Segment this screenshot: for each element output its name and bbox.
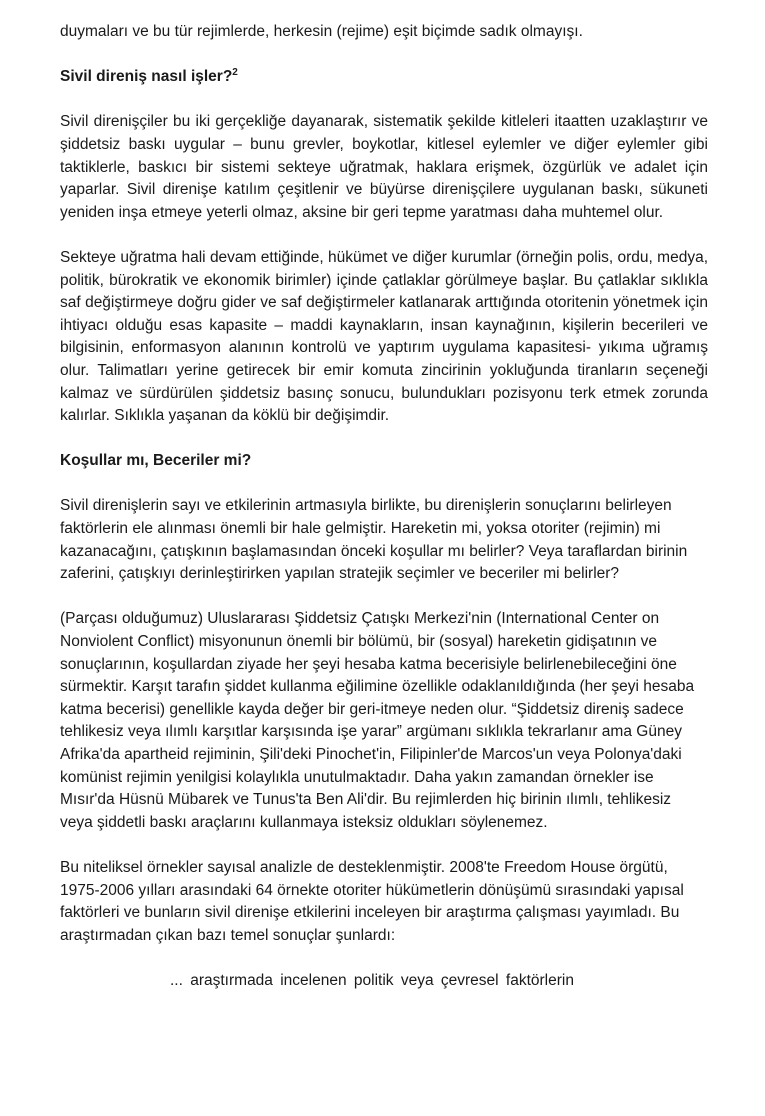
heading-text: Sivil direniş nasıl işler? xyxy=(60,68,233,86)
spacer xyxy=(60,834,708,857)
paragraph: (Parçası olduğumuz) Uluslararası Şiddetsiz Çatışkı Merkezi'nin (International Center on Nonviolent Conflict) misyonunun önemli bir bölümü, bir (sosyal) hareketin gidişatının ve sonuçlarının, koşullardan ziyade her şeyi hesaba katma becerisiyle belirlenebileceğini öne sürmektir. Karşıt tarafın şiddet kullanma eğilimine özellikle odaklanıldığında (her şeyi hesaba katma becerisi) genellikle kayda değer bir geri-itmeye neden olur. “Şiddetsiz direniş sadece tehlikesiz veya ılımlı karşıtlar karşısında işe yarar” argümanı sıklıkla tekrarlanır ama Güney Afrika'da apartheid rejiminin, Şili'deki Pinochet'in, Filipinler'de Marcos'un veya Polonya'daki komünist rejimin yenilgisi kolaylıkla unutulmaktadır. Daha yakın zamandan örnekler ise Mısır'da Hüsnü Mübarek ve Tunus'ta Ben Ali'dir. Bu rejimlerden hiç birinin ılımlı, tehlikesiz veya şiddetli baskı araçlarını kullanmaya isteksiz oldukları söylenemez. xyxy=(60,610,695,831)
footnote-reference[interactable]: 2 xyxy=(232,67,238,79)
intro-line: duymaları ve bu tür rejimlerde, herkesin (rejime) eşit biçimde sadık olmayışı. xyxy=(60,23,583,40)
spacer xyxy=(60,473,708,496)
paragraph: Bu niteliksel örnekler sayısal analizle de desteklenmiştir. 2008'te Freedom House örgütü, 1975-2006 yılları arasındaki 64 örnekte otoriter hükümetlerin dönüşümü sırasındaki yapısal faktörleri ve bunların sivil direnişe etkilerini inceleyen bir araştırma çalışması yayımladı. Bu araştırmadan çıkan bazı temel sonuçlar şunlardı: xyxy=(60,858,684,944)
section-heading-how-civil-resistance-works xyxy=(60,66,708,89)
spacer xyxy=(60,89,708,112)
paragraph: Sekteye uğratma hali devam ettiğinde, hükümet ve diğer kurumlar (örneğin polis, ordu, medya, politik, bürokratik ve ekonomik birimler) içinde çatlaklar görülmeye başlar. Bu çatlaklar sıklıkla saf değiştirmeye doğru gider ve saf değiştirmeler katlanarak arttığında otoritenin yönetmek için ihtiyacı olduğu esas kapasite – maddi kaynakların, insan kaynağının, kişilerin becerileri ve bilgisinin, enformasyon alanının kontrolü ve yaptırım uygulama kapasitesi- yıkıma uğramış olur. Talimatları yerine getirecek bir emir komuta zincirinin yokluğunda tiranların seçeneği kalmaz ve sürdürülen şiddetsiz basınç sonucu, bulundukları pozisyonu terk etmek zorunda kalırlar. Sıklıkla yaşanan da köklü bir değişimdir. xyxy=(60,248,708,425)
block-quote-start: ... araştırmada incelenen politik veya çevresel faktörlerin xyxy=(170,971,574,989)
paragraph: Sivil direnişlerin sayı ve etkilerinin artmasıyla birlikte, bu direnişlerin sonuçlarını belirleyen faktörlerin ele alınması önemli bir hale gelmiştir. Hareketin mi, yoksa otoriter (rejimin) mi kazanacağını, çatışkının başlamasından önceki koşullar mı belirler? Veya taraflardan birinin zaferini, çatışkıyı derinleştirirken yapılan stratejik seçimler ve beceriler mi belirler? xyxy=(60,497,688,583)
paragraph: Sivil direnişçiler bu iki gerçekliğe dayanarak, sistematik şekilde kitleleri itaatten uzaklaştırır ve şiddetsiz baskı uygular – bunu grevler, boykotlar, kitlesel eylemler ve diğer eylemler gibi taktiklerle, baskıcı bir sistemi sekteye uğratmak, haklara erişmek, özgürlük ve adalet için yaparlar. Sivil direnişe katılım çeşitlenir ve büyürse direnişçilere uygulanan baskı, sükuneti yeniden inşa etmeye yeterli olmaz, aksine bir geri tepme yaratması daha muhtemel olur. xyxy=(60,113,708,221)
spacer xyxy=(60,428,708,451)
section-heading-conditions-or-skills: Koşullar mı, Beceriler mi? xyxy=(60,452,252,470)
spacer xyxy=(60,224,708,247)
spacer xyxy=(60,586,708,609)
document-page xyxy=(60,21,708,993)
spacer xyxy=(60,947,708,970)
spacer xyxy=(60,44,708,67)
